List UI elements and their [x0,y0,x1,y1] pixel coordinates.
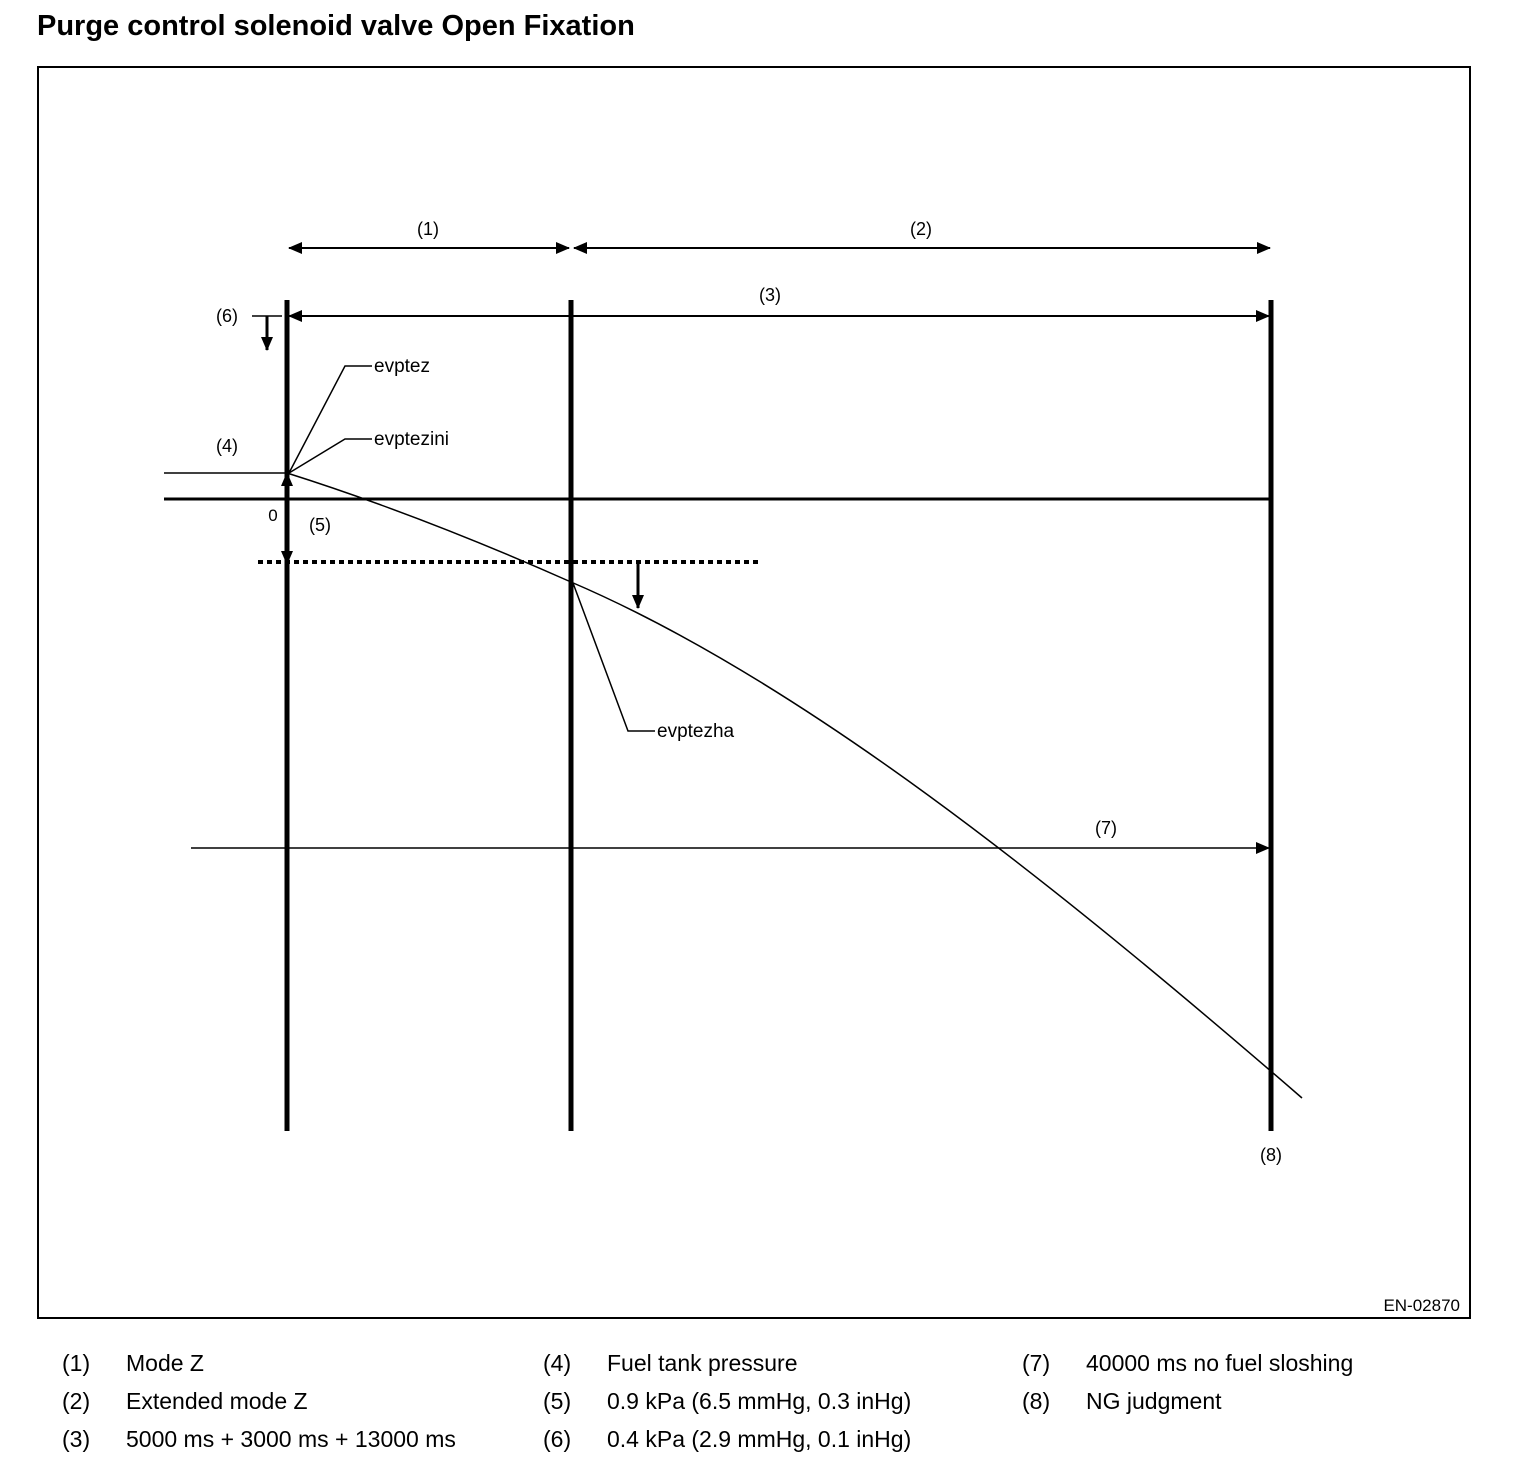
legend-text: NG judgment [1086,1388,1222,1414]
annotation-evptez: evptez [374,356,430,377]
page-title: Purge control solenoid valve Open Fixation [37,10,635,42]
leader-evptez [289,366,372,473]
label-span-2: (2) [910,219,932,239]
label-span-3: (3) [759,285,781,305]
legend-num: (4) [543,1350,572,1376]
legend-num: (7) [1022,1350,1051,1376]
legend-text: 5000 ms + 3000 ms + 13000 ms [126,1426,456,1452]
leader-evptezini [289,439,372,473]
legend-num: (8) [1022,1388,1051,1414]
leader-evptezha [573,583,655,731]
legend-text: Extended mode Z [126,1388,308,1414]
figure-code: EN-02870 [1383,1296,1460,1315]
label-level-5: (5) [309,515,331,535]
annotation-evptezha: evptezha [657,721,735,742]
label-arrow-6: (6) [216,306,238,326]
legend-text: 0.9 kPa (6.5 mmHg, 0.3 inHg) [607,1388,912,1414]
legend-num: (1) [62,1350,91,1376]
legend-num: (6) [543,1426,572,1452]
legend-num: (3) [62,1426,91,1452]
label-point-8: (8) [1260,1145,1282,1165]
legend-text: Mode Z [126,1350,204,1376]
pressure-curve [287,473,1302,1098]
legend-num: (5) [543,1388,572,1414]
label-span-1: (1) [417,219,439,239]
label-zero: 0 [268,506,278,525]
legend-text: 0.4 kPa (2.9 mmHg, 0.1 inHg) [607,1426,912,1452]
label-span-7: (7) [1095,818,1117,838]
legend-text: Fuel tank pressure [607,1350,798,1376]
legend-text: 40000 ms no fuel sloshing [1086,1350,1354,1376]
annotation-evptezini: evptezini [374,429,449,450]
legend-num: (2) [62,1388,91,1414]
label-level-4: (4) [216,436,238,456]
legend [0,1346,1520,1466]
